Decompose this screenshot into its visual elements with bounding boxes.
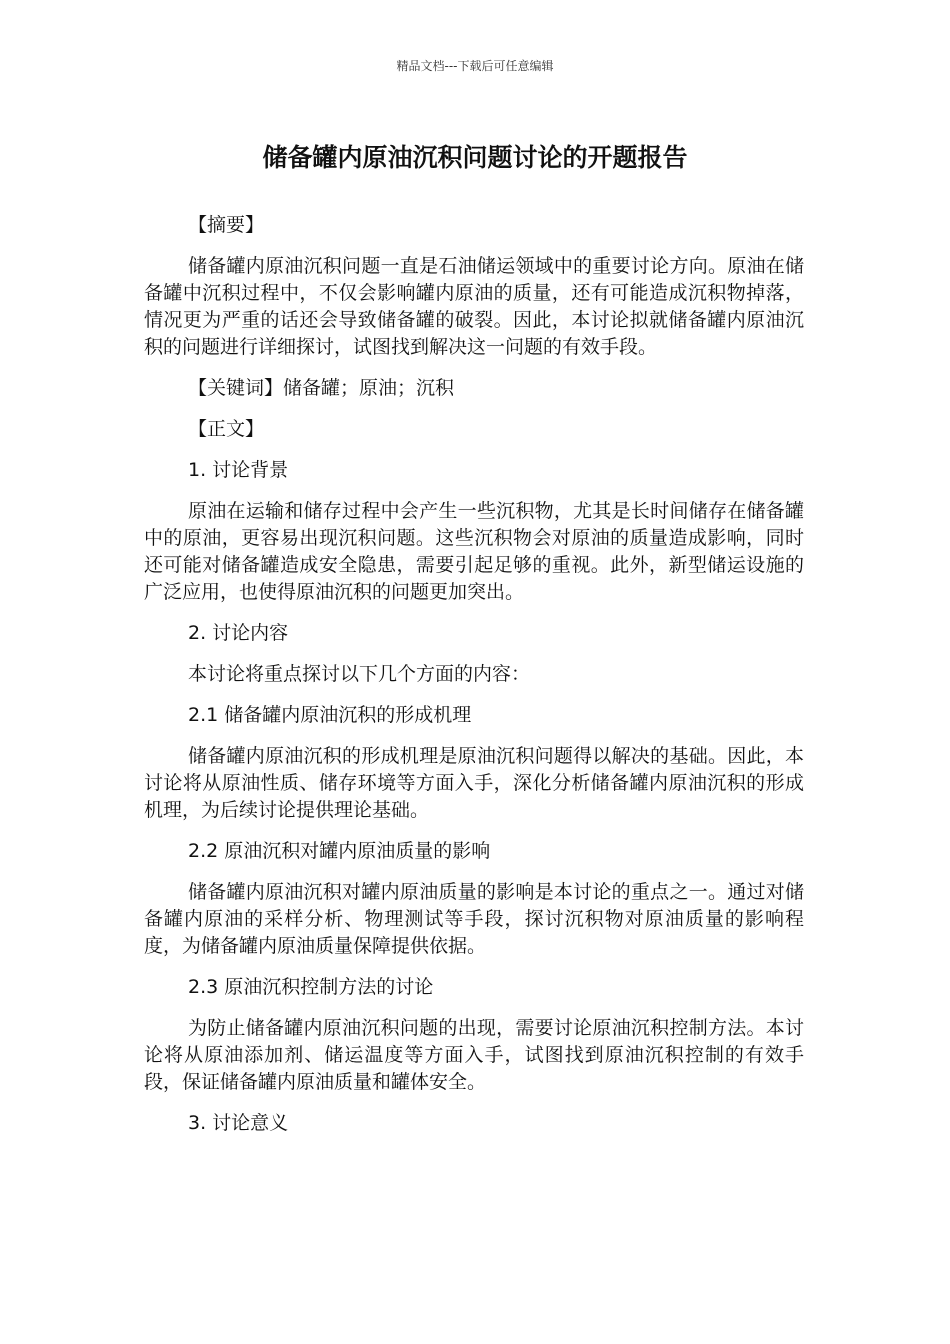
subsection-paragraph-2-1: 储备罐内原油沉积的形成机理是原油沉积问题得以解决的基础。因此，本讨论将从原油性质、储存环境等方面入手，深化分析储备罐内原油沉积的形成机理，为后续讨论提供理论基础。	[144, 745, 804, 821]
background-paragraph: 原油在运输和储存过程中会产生一些沉积物，尤其是长时间储存在储备罐中的原油，更容易出现沉积问题。这些沉积物会对原油的质量造成影响，同时还可能对储备罐造成安全隐患，需要引起足够的重视。此外，新型储运设施的广泛应用，也使得原油沉积的问题更加突出。	[144, 500, 804, 603]
abstract-paragraph: 储备罐内原油沉积问题一直是石油储运领域中的重要讨论方向。原油在储备罐中沉积过程中，不仅会影响罐内原油的质量，还有可能造成沉积物掉落，情况更为严重的话还会导致储备罐的破裂。因此，本讨论拟就储备罐内原油沉积的问题进行详细探讨，试图找到解决这一问题的有效手段。	[144, 255, 804, 358]
subsection-paragraph-2-2: 储备罐内原油沉积对罐内原油质量的影响是本讨论的重点之一。通过对储备罐内原油的采样分析、物理测试等手段，探讨沉积物对原油质量的影响程度，为储备罐内原油质量保障提供依据。	[144, 881, 804, 957]
header-note: 精品文档---下载后可任意编辑	[396, 59, 554, 73]
subsection-paragraph-2-3: 为防止储备罐内原油沉积问题的出现，需要讨论原油沉积控制方法。本讨论将从原油添加剂、储运温度等方面入手，试图找到原油沉积控制的有效手段，保证储备罐内原油质量和罐体安全。	[144, 1017, 804, 1093]
document-title: 储备罐内原油沉积问题讨论的开题报告	[262, 143, 688, 172]
body-heading: 【正文】	[188, 418, 265, 440]
section-heading-content: 2. 讨论内容	[188, 622, 289, 644]
subsection-heading-2-3: 2.3 原油沉积控制方法的讨论	[188, 976, 434, 998]
section-heading-significance: 3. 讨论意义	[188, 1112, 289, 1134]
abstract-heading: 【摘要】	[188, 214, 265, 236]
content-intro-paragraph: 本讨论将重点探讨以下几个方面的内容：	[188, 663, 531, 685]
subsection-heading-2-1: 2.1 储备罐内原油沉积的形成机理	[188, 704, 472, 726]
section-heading-background: 1. 讨论背景	[188, 459, 289, 481]
subsection-heading-2-2: 2.2 原油沉积对罐内原油质量的影响	[188, 840, 491, 862]
keywords-line: 【关键词】储备罐；原油；沉积	[188, 377, 455, 399]
document-body	[144, 212, 804, 1151]
